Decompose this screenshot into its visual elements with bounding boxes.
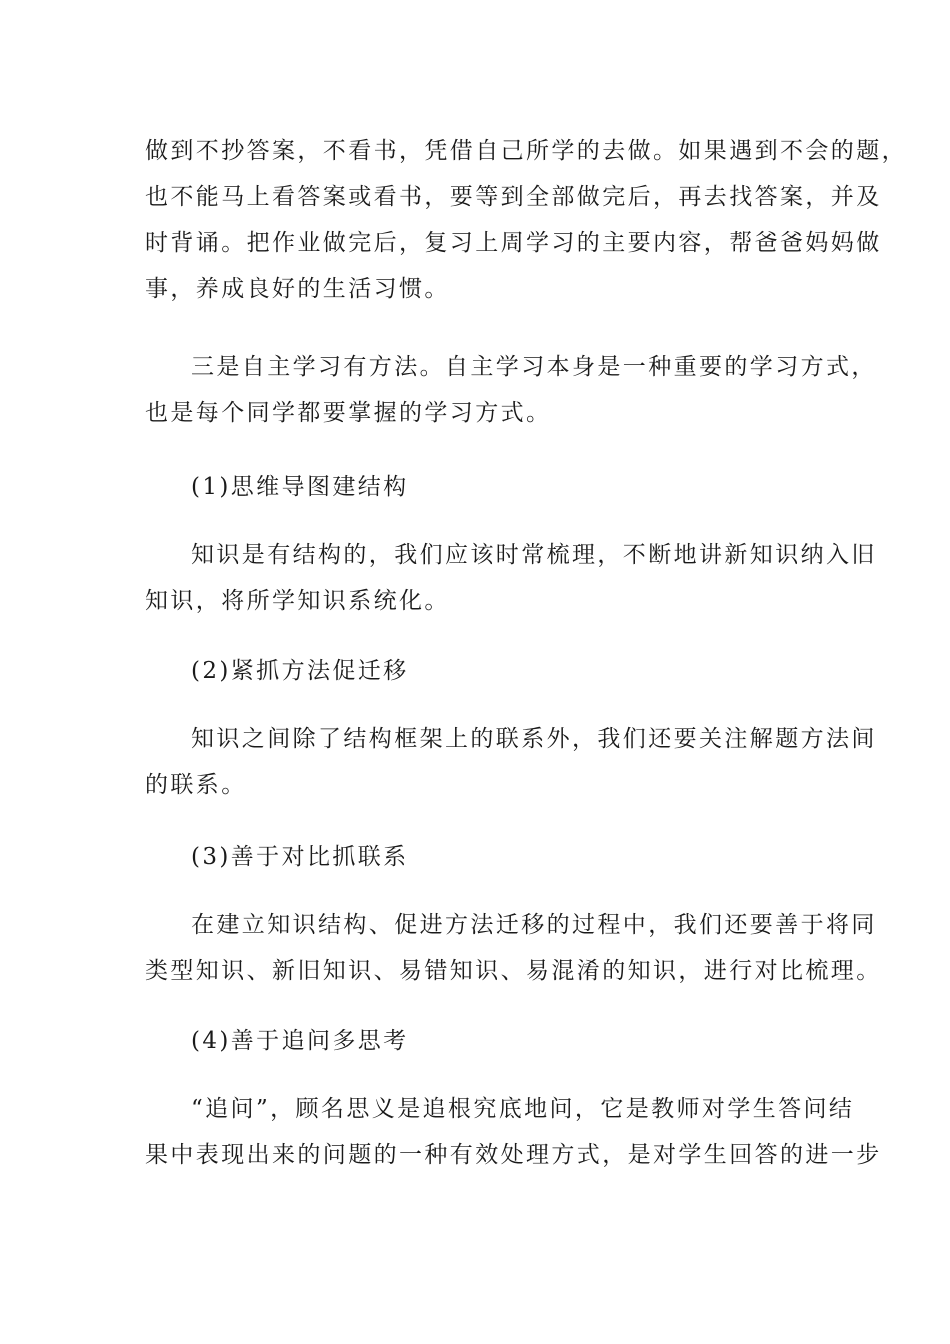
text-line: (2)紧抓方法促迁移 (191, 658, 409, 684)
subheading-compare (145, 834, 810, 880)
subheading-follow-up (145, 1018, 810, 1064)
paragraph-follow-up-questions (145, 1086, 882, 1178)
paragraph-comparison (145, 902, 882, 994)
text-line: 时背诵。把作业做完后，复习上周学习的主要内容，帮爸爸妈妈做 (145, 230, 882, 256)
text-line: 也不能马上看答案或看书，要等到全部做完后，再去找答案，并及 (145, 184, 882, 210)
text-line: (3)善于对比抓联系 (191, 844, 409, 870)
text-line: 知识，将所学知识系统化。 (145, 588, 450, 614)
text-line: 果中表现出来的问题的一种有效处理方式，是对学生回答的进一步 (145, 1142, 882, 1168)
text-line: 的联系。 (145, 772, 247, 798)
paragraph-self-study-method (145, 344, 877, 436)
text-line: 做到不抄答案，不看书，凭借自己所学的去做。如果遇到不会的题， (145, 138, 907, 164)
text-line: (1)思维导图建结构 (191, 474, 409, 500)
text-line: 三是自主学习有方法。自主学习本身是一种重要的学习方式， (191, 354, 877, 380)
text-line: 知识之间除了结构框架上的联系外，我们还要关注解题方法间 (191, 726, 877, 752)
subheading-method-transfer (145, 648, 810, 694)
text-line: 知识是有结构的，我们应该时常梳理，不断地讲新知识纳入旧 (191, 542, 877, 568)
text-line: “追问”，顾名思义是追根究底地问，它是教师对学生答问结 (191, 1096, 855, 1122)
paragraph-knowledge-structure (145, 532, 877, 624)
paragraph-homework-habits (145, 128, 907, 312)
subheading-mind-map (145, 464, 810, 510)
text-line: 也是每个同学都要掌握的学习方式。 (145, 400, 552, 426)
text-line: (4)善于追问多思考 (191, 1028, 409, 1054)
text-line: 事，养成良好的生活习惯。 (145, 276, 450, 302)
text-line: 类型知识、新旧知识、易错知识、易混淆的知识，进行对比梳理。 (145, 958, 882, 984)
text-line: 在建立知识结构、促进方法迁移的过程中，我们还要善于将同 (191, 912, 877, 938)
paragraph-method-links (145, 716, 877, 808)
